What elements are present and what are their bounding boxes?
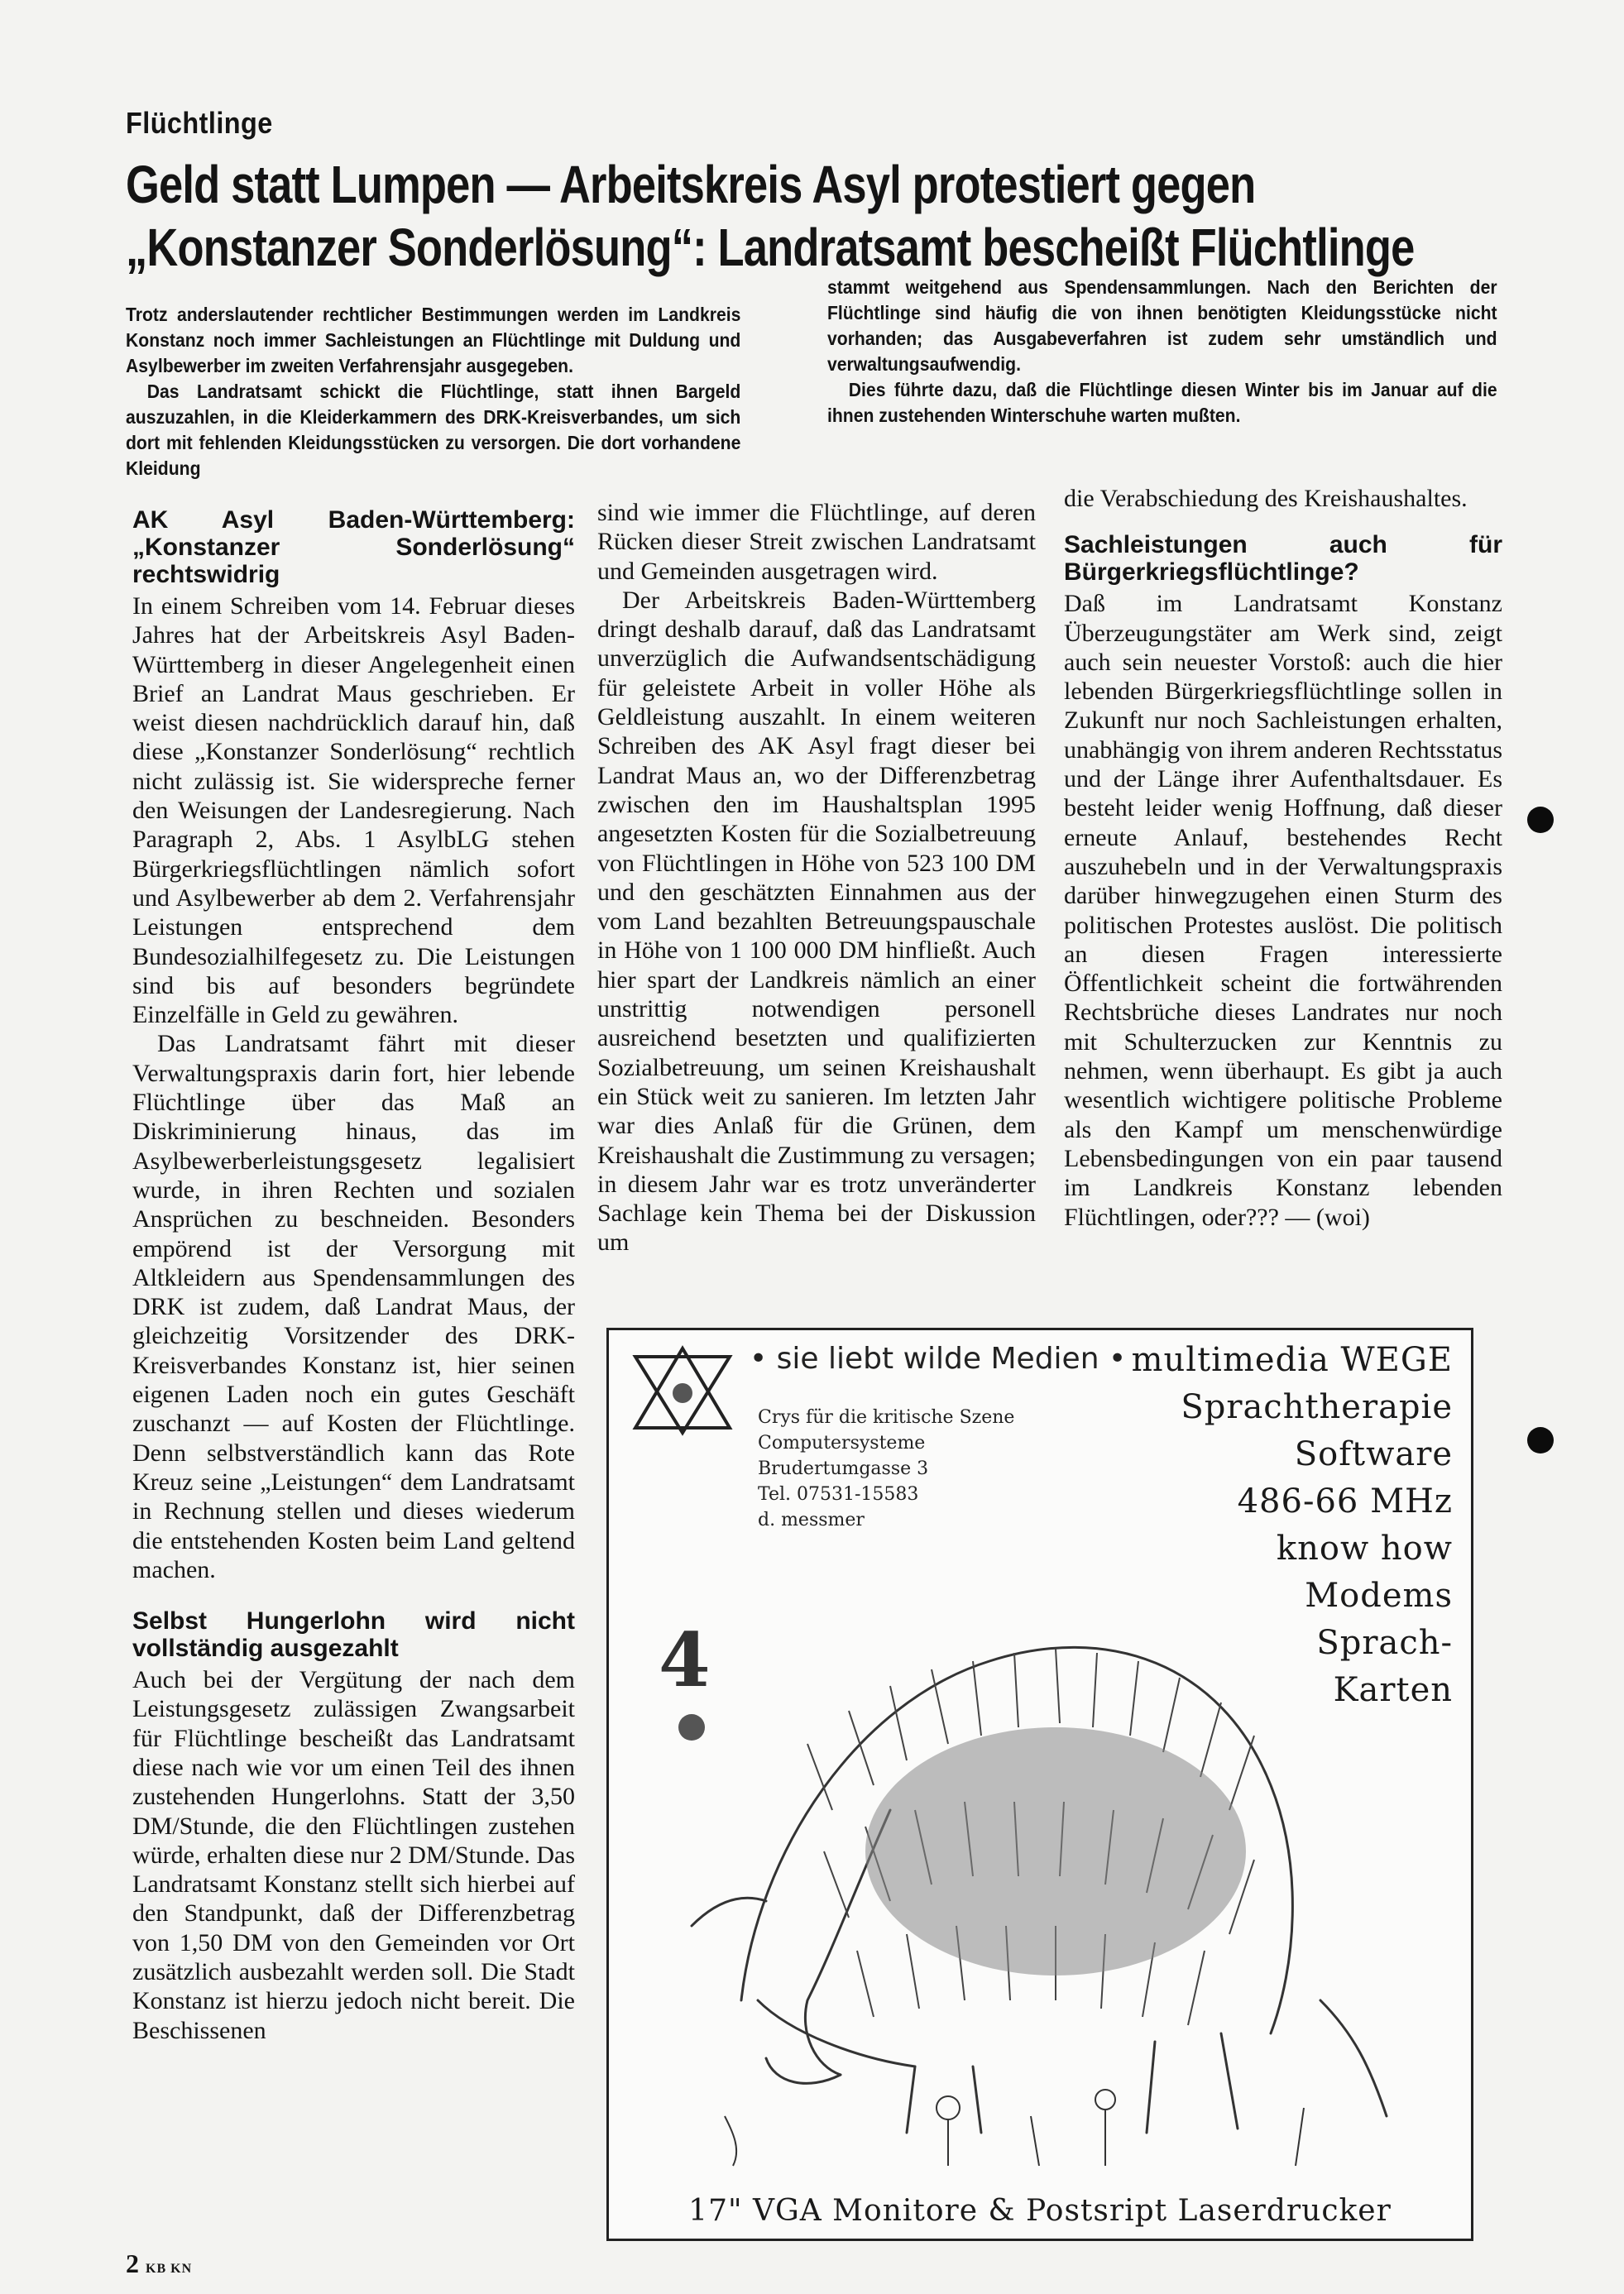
column-2 (597, 498, 1036, 1257)
ad-product-line: know how (1276, 1530, 1453, 1568)
ad-contact-line: Crys für die kritische Szene (758, 1407, 1015, 1428)
lead-left (126, 302, 740, 481)
column-1 (132, 506, 575, 2045)
punch-hole (1527, 807, 1554, 833)
column-3 (1064, 484, 1502, 1232)
col3-p1: die Verabschiedung des Kreishaushaltes. (1064, 485, 1468, 512)
col2-p2: Der Arbeitskreis Baden-Württemberg dringt deshalb darauf, daß das Landratsamt unverzüglich die Aufwandsentschädigung für geleistete Arbeit in voller Höhe als Geldleistung auszahlt. In einem weiteren Schreiben des AK Asyl fragt dieser bei Landrat Maus an, wo der Differenzbetrag zwischen den im Haushaltsplan 1995 angesetzten Kosten für die Sozialbetreuung von Flüchtlingen in Höhe von 523 100 DM und den geschätzten Einnahmen aus der vom Land bezahlten Betreuungspauschale in Höhe von 1 100 000 DM hinfließt. Auch hier spart der Landkreis nämlich an einer unstrittig notwendigen personell ausreichend besetzten und qualifizierten Sozialbetreuung, um seinen Kreishaushalt ein Stück weit zu sanieren. Im letzten Jahr war dies Anlaß für die Grünen, dem Kreishaushalt die Zustimmung zu versagen; in diesem Jahr war es trotz unveränderter Sachlage kein Thema bei der Diskussion um (597, 586, 1036, 1257)
star-logo-icon (629, 1345, 736, 1436)
lead-right-p2: Dies führte dazu, daß die Flüchtlinge diesen Winter bis im Januar auf die ihnen zustehenden Winterschuhe warten mußten. (827, 379, 1497, 426)
ad-product-line: Modems (1305, 1577, 1453, 1615)
lead-right (827, 275, 1497, 429)
ad-slogan: • sie liebt wilde Medien • (750, 1342, 1127, 1376)
ad-product-line: Sprach- (1316, 1624, 1453, 1662)
ad-contact-line: Brudertumgasse 3 (758, 1458, 929, 1479)
col2-p1: sind wie immer die Flüchtlinge, auf deren Rücken dieser Streit zwischen Landratsamt und Gemeinden ausgetragen wird. (597, 499, 1036, 585)
publication-mark: KB KN (146, 2262, 193, 2276)
col1-p2: Das Landratsamt fährt mit dieser Verwaltungspraxis darin fort, hier lebende Flüchtlinge über das Maß an Diskriminierung hinaus, das im Asylbewerberleistungsgesetz legalisiert wurde, in ihren Rechten und sozialen Ansprüchen zu beschneiden. Besonders empörend ist der Versorgung mit Altkleidern aus Spendensammlungen des DRK ist zudem, daß Landrat Maus, der gleichzeitig Vorsitzender des DRK-Kreisverbandes Konstanz ist, hier seinen eigenen Laden noch ein gutes Geschäft zuschanzt — auf Kosten der Flüchtlinge. Denn selbstverständlich kann das Rote Kreuz seine „Leistungen“ dem Landratsamt in Rechnung stellen und dieses wiederum die entstehenden Kosten beim Land geltend machen. (132, 1030, 575, 1583)
col1-heading-1: AK Asyl Baden-Württemberg: „Konstanzer Sonderlösung“ rechtswidrig (132, 506, 575, 588)
col3-p2: Daß im Landratsamt Konstanz Überzeugungstäter am Werk sind, zeigt auch sein neuester Vorstoß: auch die hier lebenden Bürgerkriegsflüchtlinge sollen in Zukunft nur noch Sachleistungen erhalten, unabhängig von ihrem anderen Rechtsstatus und der Länge ihrer Aufenthaltsdauer. Es besteht leider wenig Hoffnung, daß dieser erneute Anlauf, bestehendes Recht auszuhebeln und in der Verwaltungspraxis darüber hinwegzugehen einen Sturm des politischen Protestes auslöst. Die politisch an diesen Fragen interessierte Öffentlichkeit scheint die fortwährenden Rechtsbrüche dieses Landrates nur noch mit Schulterzucken zur Kenntnis zu nehmen, wenn überhaupt. Es gibt ja auch wesentlich wichtigere politische Probleme als den Kampf um menschenwürdige Lebensbedingungen von ein paar tausend im Landkreis Konstanz lebenden Flüchtlingen, oder??? — (woi) (1064, 590, 1502, 1231)
col1-p1: In einem Schreiben vom 14. Februar dieses Jahres hat der Arbeitskreis Asyl Baden-Württemberg in dieser Angelegenheit einen Brief an Landrat Maus geschrieben. Er weist diesen nachdrücklich darauf hin, daß diese „Konstanzer Sonderlösung“ rechtlich nicht zulässig ist. Sie widerspreche ferner den Weisungen der Landesregierung. Nach Paragraph 2, Abs. 1 AsylbLG stehen Bürgerkriegsflüchtlingen nämlich sofort und Asylbewerber ab dem 2. Verfahrensjahr Leistungen entsprechend dem Bundesozialhilfegesetz zu. Die Leistungen sind bis auf besonders begründete Einzelfälle in Geld zu gewähren. (132, 592, 575, 1029)
col3-heading: Sachleistungen auch für Bürgerkriegsflüchtlinge? (1064, 531, 1502, 587)
ad-contact-line: Computersysteme (758, 1433, 926, 1454)
ad-contact-line: Tel. 07531-15583 (758, 1484, 919, 1505)
drawn-number-4: 4 (659, 1616, 711, 1704)
ad-footer: 17" VGA Monitore & Postsript Laserdrucker (688, 2194, 1392, 2228)
lead-left-p2: Das Landratsamt schickt die Flüchtlinge, statt ihnen Bargeld auszuzahlen, in die Kleiderkammern des DRK-Kreisverbandes, um sich dort mit fehlenden Kleidungsstücken zu versorgen. Die dort vorhandene Kleidung (126, 381, 741, 479)
ad-contact-line: d. messmer (758, 1510, 865, 1530)
col1-p3: Auch bei der Vergütung der nach dem Leistungsgesetz zulässigen Zwangsarbeit für Flüchtlinge bescheißt das Landratsamt diese nach wie vor um einen Teil des ihnen zustehenden Hungerlohns. Statt der 3,50 DM/Stunde, die den Flüchtlingen zustehen würde, erhalten diese nur 2 DM/Stunde. Das Landratsamt Konstanz stellt sich hierbei auf den Standpunkt, daß der Differenzbetrag von 1,50 DM von den Gemeinden vor Ort zusätzlich ausbezahlt werden soll. Die Stadt Konstanz ist hierzu jedoch nicht bereit. Die Beschissenen (132, 1666, 575, 2044)
lead-left-p1: Trotz anderslautender rechtlicher Bestimmungen werden im Landkreis Konstanz noch immer Sachleistungen an Flüchtlinge mit Duldung und Asylbewerber im zweiten Verfahrensjahr ausgegeben. (126, 304, 741, 376)
headline-line-1: Geld statt Lumpen — Arbeitskreis Asyl protestiert gegen (126, 155, 1256, 214)
page-footer (126, 2249, 192, 2279)
page-number: 2 (126, 2249, 139, 2278)
lead-right-p1: stammt weitgehend aus Spendensammlungen. Nach den Berichten der Flüchtlinge sind häufig die von ihnen benötigten Kleidungsstücke nicht vorhanden; das Ausgabeverfahren ist zudem sehr umständlich und verwaltungsaufwendig. (827, 276, 1497, 375)
ad-product-line: Sprachtherapie (1181, 1388, 1453, 1426)
ad-product-line: 486-66 MHz (1237, 1482, 1453, 1521)
ad-product-line: Karten (1333, 1671, 1453, 1709)
headline (126, 153, 1415, 279)
section-kicker: Flüchtlinge (126, 106, 273, 140)
ad-contact (758, 1405, 1014, 1533)
ad-product-line: multimedia WEGE (1131, 1341, 1453, 1379)
col1-heading-2: Selbst Hungerlohn wird nicht vollständig ausgezahlt (132, 1607, 575, 1663)
headline-line-2: „Konstanzer Sonderlösung“: Landratsamt bescheißt Flüchtlinge (126, 218, 1415, 277)
mammoth-illustration (642, 1537, 1436, 2174)
advertisement (606, 1328, 1473, 2241)
ad-product-line: Software (1294, 1435, 1453, 1473)
punch-hole (1527, 1427, 1554, 1454)
